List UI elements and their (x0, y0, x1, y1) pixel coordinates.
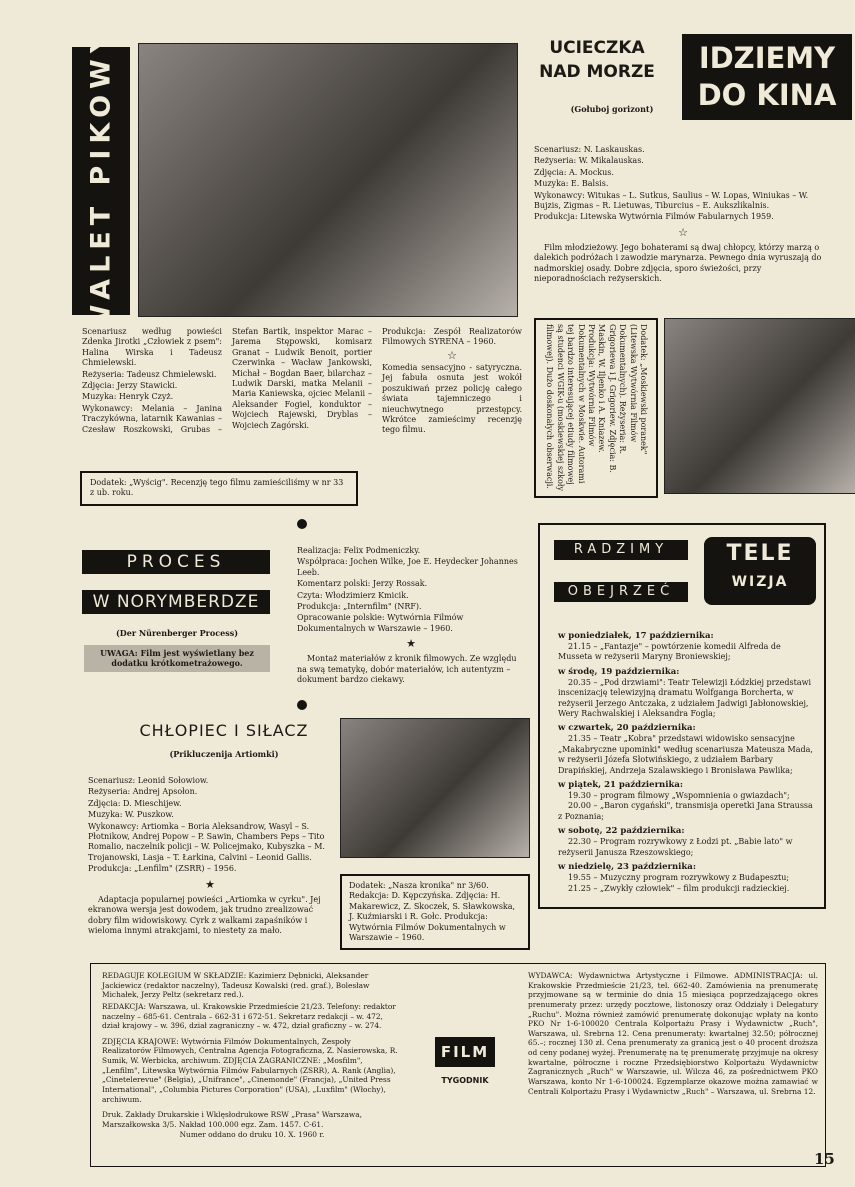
tv-day-heading: w niedzielę, 23 października: (558, 862, 696, 873)
tv-program-item: 19.55 – Muzyczny program rozrywkowy z Budapesztu; (568, 873, 790, 883)
tv-schedule-box (538, 523, 826, 909)
tv-header-line2: OBEJRZEĆ (554, 582, 688, 602)
credits-ucieczka: Scenariusz: N. Laskauskas. Reżyseria: W. Mikalauskas. Zdjęcia: A. Mockus. Muzyka: E. Balsis. Wykonawcy: Witukas – L. Sutkus, Saulius – W. Lopas, Winiukas – W. Bujzis, Zigmas – R. Lietuwas, Tiburcius – E. Aukszlikalnis. Produkcja: Litewska Wytwórnia Filmów Fabularnych 1959. ☆ Film młodzieżowy. Jego bohaterami są dwaj chłopcy, którzy marzą o dalekich podróżach i zawodzie marynarza. Pewnego dnia wyruszają do nadmorskiej osady. Dobre zdjęcia, sporo świeżości, przy nieporadnościach reżyserskich. (534, 145, 822, 284)
film-subtitle-proces: (Der Nürenberger Process) (116, 628, 238, 638)
film-still-moskiewski-poranek (664, 318, 855, 494)
footer-left-text: REDAGUJE KOLEGIUM W SKŁADZIE: Kazimierz Dębnicki, Aleksander Jackiewicz (redaktor naczelny), Tadeusz Kowalski (red. graf.), Bolesław Michałek, Jerzy Peltz (sekretarz red.). REDAKCJA: Warszawa, ul. Krakowskie Przedmieście 21/23. Telefony: redaktor naczelny – 685-61. Centrala – 662-31 i 672-51. Sekretarz redakcji – w. 472, dział krajowy – w. 396, dział zagraniczny – w. 472, dział graficzny – w. 274. ZDJĘCIA KRAJOWE: Wytwórnia Filmów Dokumentalnych, Zespoły Realizatorów Filmowych, Centralna Agencja Fotograficzna, Z. Nasierowska, R. Sumik, W. Werbicka, archiwum. ZDJĘCIA ZAGRANICZNE: „Mosfilm", „Lenfilm", Litewska Wytwórnia Filmów Fabularnych (ZSRR), A. Rank (Anglia), „Cinetelerevue" (Belgia), „Unifrance", „Cinemonde" (Francja), „United Press International", „Columbia Pictures Corporation" (USA), „Luxfilm" (Włochy), archiwum. Druk. Zakłady Drukarskie i Wklęsłodrukowe RSW „Prasa" Warszawa, Marszałkowska 3/5. Nakład 100.000 egz. Zam. 1457. C-61. Numer oddano do druku 10. X. 1960 r. (102, 971, 398, 1140)
tv-schedule-list (558, 631, 816, 894)
tv-program-item: 20.35 – „Pod drzwiami": Teatr Telewizji Łódzkiej przedstawi inscenizację telewizyjną dramatu Wolfganga Borcherta, w reżyserii Jerzego Antczaka, z udziałem Jadwigi Jabłonowskiej, Wery Rachwalskiej i Aleksandra Fogla; (558, 677, 811, 719)
tv-day-heading: w sobotę, 22 października: (558, 826, 685, 837)
tv-day-heading: w poniedziałek, 17 października: (558, 631, 714, 641)
bullet-dot (297, 700, 307, 710)
film-subtitle-ucieczka: (Gołuboj gorizont) (570, 104, 654, 114)
credits-proces: Realizacja: Felix Podmeniczky. Współpraca: Jochen Wilke, Joe E. Heydecker Johannes Leeb. Komentarz polski: Jerzy Rossak. Czyta: Włodzimierz Kmicik. Produkcja: „Internfilm" (NRF). Opracowanie polskie: Wytwórnia Filmów Dokumentalnych w Warszawie – 1960. ★ Montaż materiałów z kronik filmowych. Ze względu na swą tematykę, dobór materiałów, ich autentyzm – dokument bardzo ciekawy. (297, 546, 518, 685)
film-still-walet-pikowy (138, 43, 518, 317)
credits-chlopiec: Scenariusz: Leonid Sołowiow. Reżyseria: Andrej Apsołon. Zdjęcia: D. Mieschijew. Muzyka: W. Puszkow. Wykonawcy: Artiomka – Boria Aleksandrow, Wasyl – S. Płotnikow, Andrej Popow – P. Sawin, Chambers Peps – Tito Romalio, naczelnik policji – W. Policejmako, Kubyszka – M. Trojanowski, Lasja – T. Łarkina, Calvini – Leonid Gallis. Produkcja: „Lenfilm" (ZSRR) – 1956. ★ Adaptacja popularnej powieści „Artiomka w cyrku". Jej ekranowa wersja jest dowodem, jak trudno zrealizować dobry film widowiskowy. Cyrk z walkami zapaśników i wieloma innymi atrakcjami, to niestety za mało. (88, 776, 325, 935)
film-title-chlopiec: CHŁOPIEC I SIŁACZ (139, 721, 309, 740)
tv-day-heading: w środę, 19 października: (558, 666, 680, 677)
note-box-moskiewski: Dodatek: „Moskiewski poranek" (Litewska Wytwórnia Filmów Dokumentalnych). Reżyseria: R. Grigoriewa i J. Grigoriew. Zdjęcia: B. Maskin, W. Iljenko i A. Kniazew. Produkcja: Wytwórnia Filmów Dokumentalnych w Moskwie. Autorami tej bardzo interesującej etiudy filmowej są studenci WGIK-u (moskiewskiej szkoły filmowej). Dużo doskonałych obserwacji. (534, 318, 658, 498)
tv-day-heading: w czwartek, 20 października: (558, 723, 696, 734)
film-logo-caption: TYGODNIK (441, 1076, 489, 1085)
film-title-proces-line1: PROCES (82, 550, 270, 574)
tv-logo: TELE WIZJA (704, 537, 816, 605)
section-badge: IDZIEMY DO KINA (682, 34, 852, 120)
film-subtitle-chlopiec: (Prikluczenija Artiomki) (169, 749, 279, 759)
note-box-walet: Dodatek: „Wyścig". Recenzję tego filmu zamieściliśmy w nr 33 z ub. roku. (80, 471, 358, 506)
tv-program-item: 20.00 – „Baron cygański", transmisja operetki Jana Straussa z Poznania; (558, 801, 813, 821)
tv-program-item: 21.15 – „Fantazje" – powtórzenie komedii Alfreda de Musseta w reżyserii Maryny Broniewskiej; (558, 642, 781, 662)
film-logo: FILM (435, 1037, 495, 1067)
bullet-dot (297, 519, 307, 529)
vertical-title-bar (72, 27, 130, 335)
credits-walet-pikowy: Scenariusz według powieści Zdenka Jirotki „Człowiek z psem": Halina Wirska i Tadeusz Chmielewski. Reżyseria: Tadeusz Chmielewski. Zdjęcia: Jerzy Stawicki. Muzyka: Henryk Czyż. Wykonawcy: Melania – Janina Traczykówna, latarnik Kawanias – Czesław Roszkowski, Grubas – Stefan Bartik, inspektor Marac – Jarema Stępowski, komisarz Granat – Ludwik Benoit, portier Czerwinka – Wacław Jankowski, Michał – Bogdan Baer, bilarchaz – Ludwik Darski, matka Melanii – Maria Kaniewska, ojciec Melanii – Aleksander Fogiel, konduktor – Wojciech Rajewski, Dryblas – Wojciech Zagórski. Produkcja: Zespół Realizatorów Filmowych SYRENA – 1960. ☆ Komedia sensacyjno - satyryczna. Jej fabuła osnuta jest wokół poszukiwań przez policję całego świata tajemniczego i nieuchwytnego przestępcy. Wkrótce zamieścimy recenzję tego filmu. (82, 327, 522, 435)
tv-program-item: 21.35 – Teatr „Kobra" przedstawi widowisko sensacyjne „Makabryczne upominki" według scenariusza Mateusza Mada, w reżyserii Józefa Słotwińskiego, z udziałem Barbary Drapińskiej, Andrzeja Szalawskiego i Bronisława Pawlika; (558, 734, 813, 775)
note-box-chlopiec: Dodatek: „Nasza kronika" nr 3/60. Redakcja: D. Kępczyńska. Zdjęcia: H. Makarewicz, Z. Skoczek, S. Sławkowska, J. Kuźmiarski i R. Gołc. Produkcja: Wytwórnia Filmów Dokumentalnych w Warszawie – 1960. (340, 874, 530, 950)
page-number: 15 (814, 1150, 835, 1168)
film-title-ucieczka: UCIECZKA NAD MORZE (539, 38, 655, 82)
tv-program-item: 22.30 – Program rozrywkowy z Łodzi pt. „Babie lato" w reżyserii Janusza Rzeszowskiego; (558, 837, 793, 857)
tv-day-heading: w piątek, 21 października: (558, 780, 683, 791)
film-still-chlopiec (340, 718, 530, 858)
warning-proces: UWAGA: Film jest wyświetlany bez dodatku krótkometrażowego. (84, 645, 270, 672)
tv-header-line1: RADZIMY (554, 540, 688, 560)
tv-program-item: 19.30 – program filmowy „Wspomnienia o gwiazdach"; (568, 791, 790, 801)
vertical-title: WALET PIKOWY (85, 27, 117, 335)
film-title-proces-line2: W NORYMBERDZE (82, 590, 270, 614)
tv-program-item: 21.25 – „Zwykły człowiek" – film produkcji radzieckiej. (568, 883, 790, 893)
footer-right-text: WYDAWCA: Wydawnictwa Artystyczne i Filmowe. ADMINISTRACJA: ul. Krakowskie Przedmieście 21/23, tel. 662-40. Zamówienia na prenumeratę przyjmowane są w terminie do dnia 15 miesiąca poprzedzającego okres prenumeraty przez: urzędy pocztowe, listonoszy oraz Oddziały i Delegatury „Ruchu". Można również zamówić prenumeratę dokonując wpłaty na konto PKO Nr 1-6-100020 Centrala Kolportażu Prasy i Wydawnictw „Ruch", Warszawa, ul. Srebrna 12. Cena prenumeraty: kwartalnej 32.50; półrocznej 65.–; rocznej 130 zł. Cena prenumeraty za granicą jest o 40 procent droższa od ceny podanej wyżej. Prenumeratę na tę prenumeratę przyjmuje na okresy kwartalne, półroczne i roczne Przedsiębiorstwo Kolportażu Wydawnictw Zagranicznych „Ruch" w Warszawie, ul. Wilcza 46, za pośrednictwem PKO Warszawa, konto Nr 1-6-100024. Egzemplarze okazowe można zamawiać w Centrali Kolportażu Prasy i Wydawnictw „Ruch" – Warszawa, ul. Srebrna 12. (528, 971, 818, 1096)
